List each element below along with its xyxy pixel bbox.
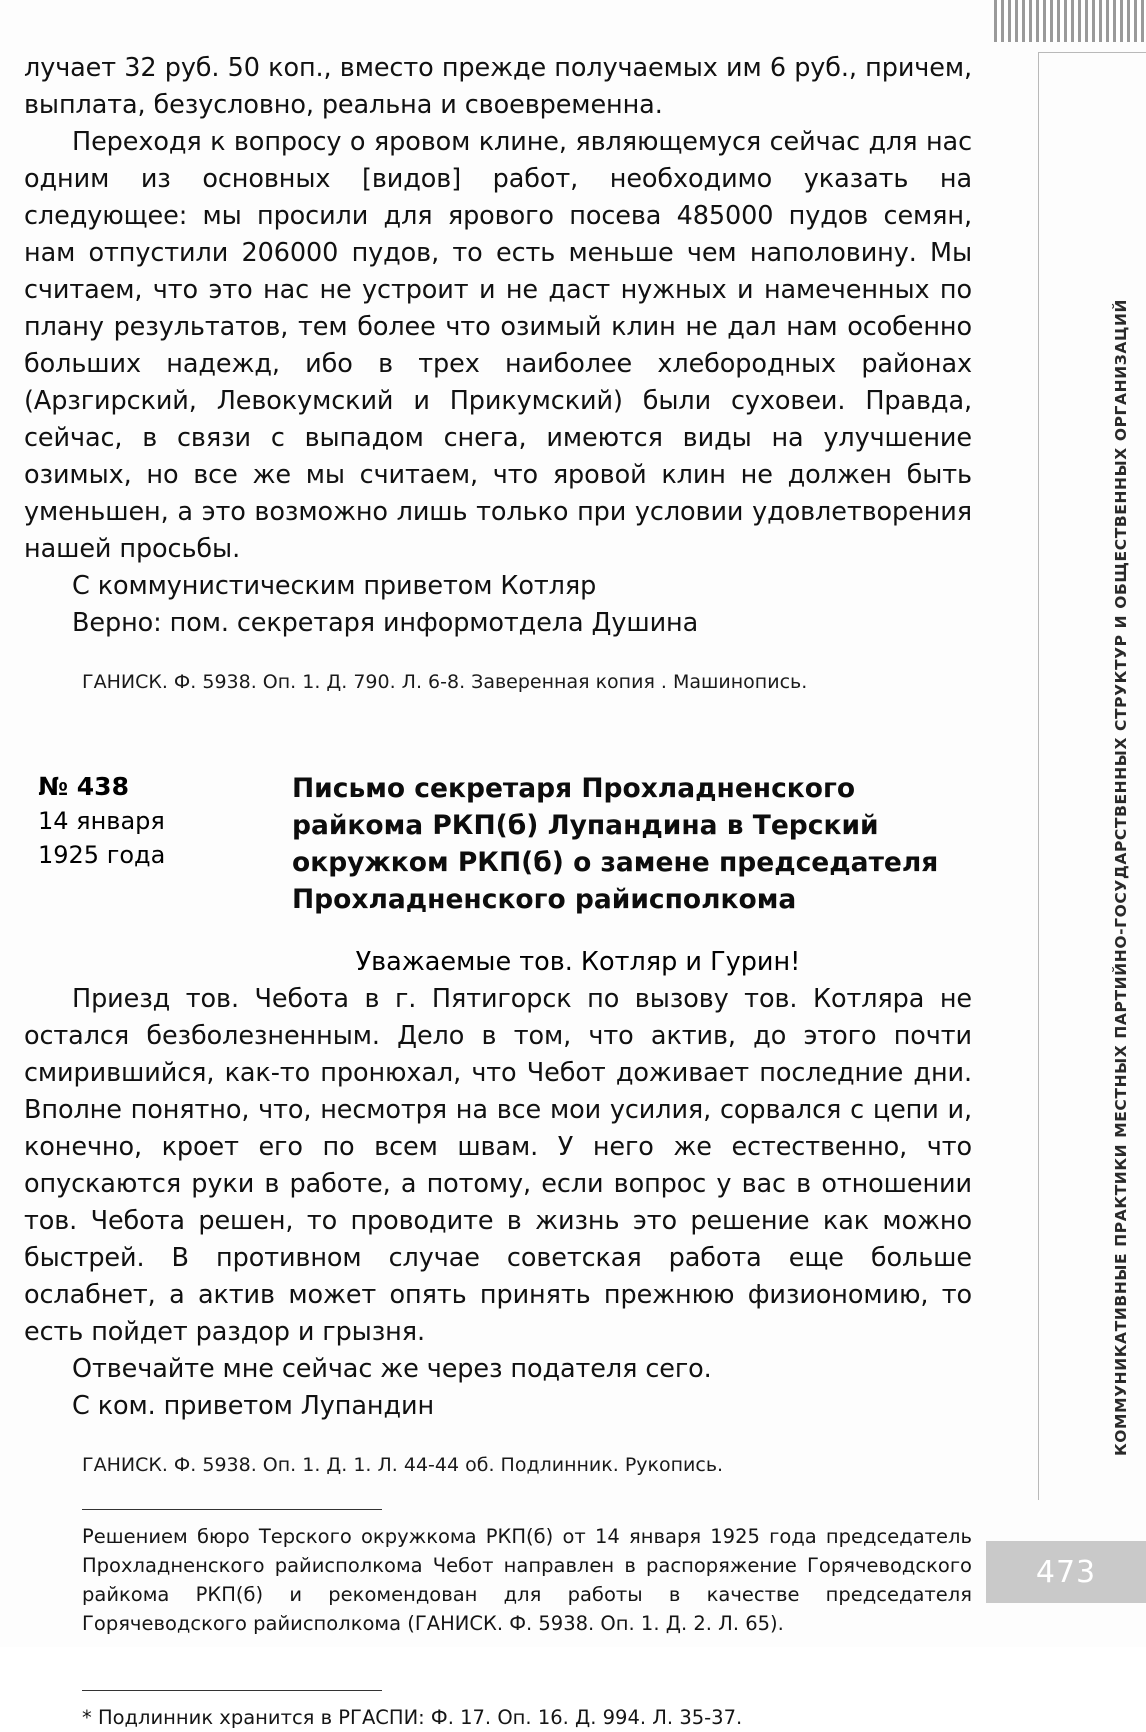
document-meta-438 bbox=[24, 770, 292, 918]
page-number: 473 bbox=[1035, 1554, 1097, 1590]
document-signature: С ком. приветом Лупандин bbox=[72, 1391, 435, 1421]
document-header-438 bbox=[24, 770, 972, 918]
main-text-column bbox=[24, 50, 972, 1732]
sidebar-hatch-decoration bbox=[994, 0, 1146, 42]
document-archive-reference: ГАНИСК. Ф. 5938. Оп. 1. Д. 1. Л. 44-44 об. Подлинник. Рукопись. bbox=[82, 1454, 724, 1476]
footnote-text-star: * Подлинник хранится в РГАСПИ: Ф. 17. Оп. 16. Д. 994. Л. 35-37. bbox=[82, 1706, 743, 1729]
top-signature-2: Верно: пом. секретаря информотдела Душина bbox=[72, 608, 699, 638]
document-paragraph-2: Отвечайте мне сейчас же через подателя сего. bbox=[72, 1354, 712, 1384]
running-head-vertical: КОММУНИКАТИВНЫЕ ПРАКТИКИ МЕСТНЫХ ПАРТИЙНО-ГОСУДАРСТВЕННЫХ СТРУКТУР И ОБЩЕСТВЕННЫХ ОРГАНИЗАЦИЙ bbox=[1112, 298, 1130, 1456]
document-salutation: Уважаемые тов. Котляр и Гурин! bbox=[355, 947, 801, 977]
document-title: Письмо секретаря Прохладненского райкома РКП(б) Лупандина в Терский окружком РКП(б) о замене председателя Прохладненского райисполкома bbox=[292, 773, 939, 915]
page-sidebar bbox=[986, 0, 1146, 1647]
document-body-438 bbox=[24, 944, 972, 1425]
document-number: № 438 bbox=[38, 772, 129, 801]
top-paragraph-2: Переходя к вопросу о яровом клине, являющемуся сейчас для нас одним из основных [видов] работ, необходимо указать на следующее: мы просили для ярового посева 485000 пудов семян, нам отпустили 206000 пудов, то есть меньше чем наполовину. Мы считаем, что это нас не устроит и не даст нужных и намеченных по плану результатов, тем более что озимый клин не дал нам особенно больших надежд, ибо в трех наиболее хлебородных районах (Арзгирский, Левокумский и Прикумский) были суховеи. Правда, сейчас, в связи с выпадом снега, имеются виды на улучшение озимых, но все же мы считаем, что яровой клин не должен быть уменьшен, а это возможно лишь только при условии удовлетворения нашей просьбы. bbox=[24, 127, 972, 564]
footnote-divider-1 bbox=[82, 1509, 382, 1510]
top-paragraph-1: лучает 32 руб. 50 коп., вместо прежде получаемых им 6 руб., причем, выплата, безусловно, реальна и своевременна. bbox=[24, 53, 972, 120]
document-paragraph-1: Приезд тов. Чебота в г. Пятигорск по вызову тов. Котляра не остался безболезненным. Дело в том, что актив, до этого почти смирившийся, как-то пронюхал, что Чебот доживает последние дни. Вполне понятно, что, несмотря на все мои усилия, сорвался с цепи и, конечно, кроет его по всем швам. У него же естественно, что опускаются руки в работе, а потому, если вопрос у вас в отношении тов. Чебота решен, то проводите в жизнь это решение как можно быстрей. В противном случае советская работа еще больше ослабнет, а актив может опять принять прежнюю физиономию, то есть пойдет раздор и грызня. bbox=[24, 984, 972, 1347]
sidebar-horizontal-rule bbox=[1038, 52, 1146, 53]
document-date-line-2: 1925 года bbox=[38, 841, 166, 869]
page-number-box bbox=[986, 1541, 1146, 1603]
sidebar-vertical-rule bbox=[1038, 52, 1039, 1500]
top-archive-reference: ГАНИСК. Ф. 5938. Оп. 1. Д. 790. Л. 6-8. Заверенная копия . Машинопись. bbox=[82, 671, 808, 693]
footnote-divider-2 bbox=[82, 1690, 382, 1691]
top-signature-1: С коммунистическим приветом Котляр bbox=[72, 571, 597, 601]
document-date-line-1: 14 января bbox=[38, 807, 165, 835]
footnote-text-1: Решением бюро Терского окружкома РКП(б) от 14 января 1925 года председатель Прохладненского райисполкома Чебот направлен в распоряжение Горячеводского райкома РКП(б) и рекомендован для работы в качестве председателя Горячеводского райисполкома (ГАНИСК. Ф. 5938. Оп. 1. Д. 2. Л. 65). bbox=[82, 1525, 972, 1635]
